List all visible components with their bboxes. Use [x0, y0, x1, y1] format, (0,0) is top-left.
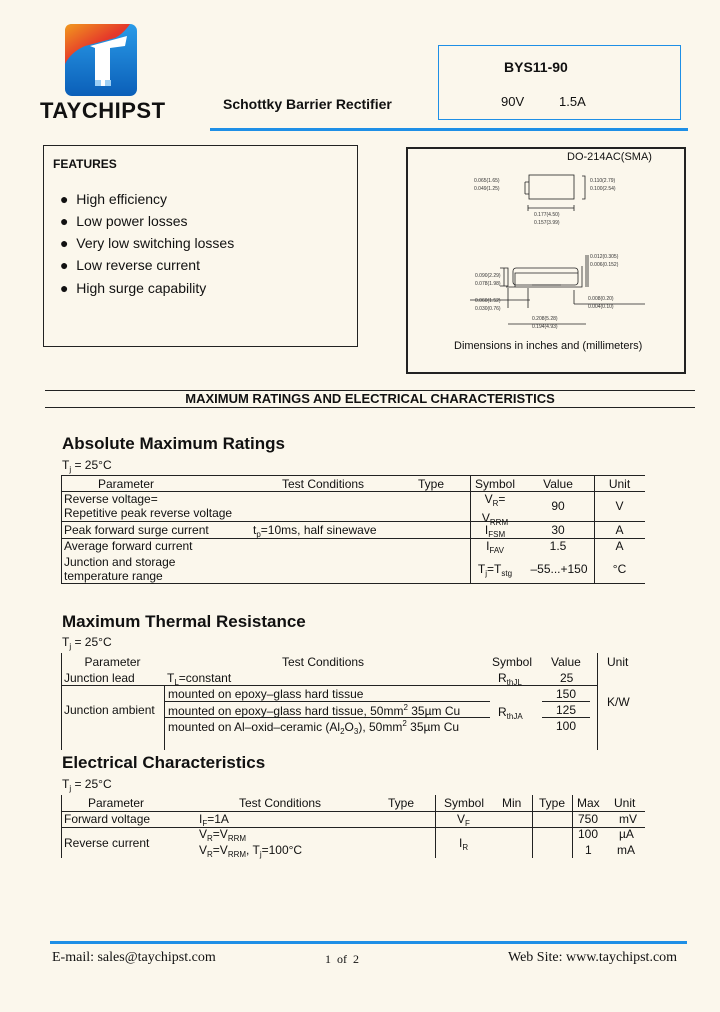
abs-rows-0-p2: Repetitive peak reverse voltage	[64, 506, 233, 520]
package-dims-4: 0.177(4.50)	[534, 212, 560, 218]
thermal-ambient-sym-sub: thJA	[506, 712, 523, 721]
text	[470, 562, 520, 578]
current-rating: 1.5A	[559, 94, 586, 109]
elec-cond-sub: j	[69, 784, 72, 793]
abs-rows-0-sym2: V	[481, 511, 490, 525]
elec-cond: T	[62, 777, 70, 791]
package-dims-10: 0.060(1.52)	[475, 298, 501, 304]
thermal-headers-1: Test Conditions	[282, 655, 365, 669]
text	[95, 80, 101, 86]
abs-rows-2-sym: I	[486, 539, 490, 553]
abs-headers-2: Type	[418, 477, 445, 491]
abs-rows-1-sym-sub: FSM	[488, 530, 506, 539]
abs-headers-0: Parameter	[97, 477, 155, 491]
thermal-headers-3: Value	[551, 655, 581, 669]
voltage-rating: 90V	[501, 94, 525, 109]
table-line	[61, 521, 645, 522]
package-dims-0: 0.065(1.65)	[474, 178, 500, 184]
thermal-cond-rest: = 25°C	[71, 635, 112, 649]
elec-headers-6: Max	[577, 796, 600, 810]
features-title: FEATURES	[53, 157, 117, 171]
thermal-lead-sym: R	[498, 671, 507, 685]
elec-fwd-max: 750	[578, 812, 599, 826]
thermal-ambient-sym: R	[498, 705, 507, 719]
table-line	[61, 583, 645, 584]
text	[498, 705, 523, 721]
text	[513, 268, 578, 285]
abs-headers-1: Test Conditions	[282, 477, 365, 491]
logo-text: TAYCHIPST	[40, 98, 166, 123]
text	[498, 671, 522, 687]
text	[105, 80, 111, 86]
package-dims-12: 0.008(0.20)	[588, 296, 614, 302]
abs-rows-1-cond-rest: =10ms, half sinewave	[260, 523, 377, 537]
logo	[65, 24, 137, 96]
part-number: BYS11-90	[504, 59, 568, 75]
footer-website[interactable]: Web Site: www.taychipst.com	[508, 950, 678, 965]
text	[457, 812, 470, 828]
electrical-title: Electrical Characteristics	[62, 753, 266, 772]
features-items-0: High efficiency	[76, 191, 168, 207]
elec-headers-5: Type	[539, 796, 566, 810]
thermal-cond-sub: j	[69, 642, 72, 651]
text	[525, 182, 529, 194]
thermal-ambient-unit: K/W	[607, 695, 630, 709]
elec-rev-unit2: mA	[617, 843, 635, 857]
abs-cond-sub: j	[69, 465, 72, 474]
thermal-lead-sym-sub: thJL	[506, 678, 522, 687]
thermal-headers-2: Symbol	[492, 655, 533, 669]
feature-item	[60, 191, 167, 207]
table-line	[572, 795, 573, 858]
text	[500, 268, 508, 286]
text	[582, 176, 585, 199]
feature-item	[60, 280, 206, 296]
abs-rows-2-sym-sub: FAV	[489, 546, 504, 555]
elec-rev-sym: I	[459, 836, 463, 850]
thermal-ambient-rows-2-sub2: 3	[353, 727, 359, 736]
table-row: Forward voltage	[64, 812, 151, 826]
elec-rev-c2s: R	[207, 850, 213, 859]
abs-rows-3-sym: T	[477, 562, 486, 576]
elec-fwd-cond-sub: F	[202, 819, 208, 828]
abs-rows-0-p1: Reverse voltage=	[64, 492, 158, 506]
elec-rev-c1: V	[199, 827, 208, 841]
elec-headers-2: Type	[388, 796, 415, 810]
abs-rows-0-sym-rest: =	[498, 492, 506, 506]
thermal-ambient-rows-0-value: 150	[556, 687, 577, 701]
abs-cond: T	[62, 458, 70, 472]
elec-rev-sym-sub: R	[462, 843, 469, 852]
elec-rev-max1: 100	[578, 827, 599, 841]
elec-fwd-sym-sub: F	[465, 819, 470, 828]
footer-rule	[50, 941, 687, 944]
abs-rows-3-sym-sub2: stg	[501, 569, 513, 578]
abs-rows-3-p1: Junction and storage	[64, 555, 176, 569]
text	[470, 539, 520, 555]
text	[529, 175, 574, 199]
package-dims-7: 0.006(0.152)	[590, 262, 619, 268]
abs-rows-2-value: 1.5	[549, 539, 567, 553]
table-row: Peak forward surge current	[64, 523, 209, 537]
logo-icon	[65, 24, 137, 96]
abs-rows-1-sym: I	[484, 523, 489, 537]
elec-rev-c1r: =V	[212, 827, 228, 841]
text	[199, 812, 229, 828]
text	[528, 205, 574, 211]
package-dims-2: 0.110(2.79)	[590, 178, 616, 184]
abs-rows-0-sym: V	[484, 492, 493, 506]
elec-headers-7: Unit	[614, 796, 636, 810]
thermal-ambient-rows-1-rest: 35µm Cu	[407, 704, 461, 718]
abs-rows-1-value: 30	[551, 523, 565, 537]
elec-headers-3: Symbol	[444, 796, 485, 810]
features-items-3: Low reverse current	[76, 257, 200, 273]
elec-rev-c2r2: , T	[246, 843, 260, 857]
table-line	[542, 717, 590, 718]
abs-rows-1-cond: t	[253, 523, 257, 537]
features-items-2: Very low switching losses	[76, 235, 235, 251]
thermal-ambient-rows-2-rest: ), 50mm	[358, 720, 403, 734]
thermal-ambient-rows-2-sub1: 2	[340, 727, 345, 736]
thermal-lead-cond-sub: L	[174, 678, 179, 687]
thermal-ambient-rows-2-mid: O	[344, 720, 354, 734]
package-dims-8: 0.090(2.29)	[475, 273, 501, 279]
abs-rows-3-sym-rest: =T	[487, 562, 502, 576]
package-dims-3: 0.100(2.54)	[590, 186, 616, 192]
text	[199, 827, 246, 843]
thermal-headers-4: Unit	[607, 655, 629, 669]
text	[167, 671, 231, 687]
package-dims-15: 0.194(4.93)	[532, 324, 558, 330]
elec-rev-c2s2: RRM	[227, 850, 247, 859]
thermal-lead-value: 25	[560, 671, 574, 685]
abs-rows-1-cond-sub: p	[256, 530, 261, 539]
abs-cond-rest: = 25°C	[71, 458, 112, 472]
abs-rows-0-sym2-sub: RRM	[489, 518, 509, 527]
table-row: Reverse current	[64, 836, 150, 850]
thermal-ambient-rows-1-value: 125	[556, 703, 577, 717]
elec-rev-c2: V	[199, 843, 208, 857]
elec-fwd-cond-rest: =1A	[207, 812, 229, 826]
text	[470, 523, 520, 539]
thermal-cond: T	[62, 635, 70, 649]
table-line	[164, 701, 490, 702]
thermal-ambient-rows-1-cond: mounted on epoxy–glass hard tissue, 50mm	[168, 704, 404, 718]
thermal-ambient-rows-2-rest2: 35µm Cu	[406, 720, 460, 734]
abs-rows-0-value: 90	[551, 499, 565, 513]
abs-condition	[62, 458, 112, 474]
table-row	[64, 492, 232, 520]
elec-rev-c1s: R	[207, 834, 213, 843]
abs-rows-3-unit: °C	[612, 562, 627, 576]
elec-rev-c2s3: j	[259, 850, 262, 859]
elec-headers-4: Min	[502, 796, 522, 810]
thermal-ambient-param: Junction ambient	[64, 703, 155, 717]
package-dims-11: 0.030(0.76)	[475, 306, 501, 312]
bullet-icon: ●	[60, 213, 69, 229]
table-line	[61, 475, 62, 583]
thermal-ambient-rows-0-cond: mounted on epoxy–glass hard tissue	[168, 687, 364, 701]
table-line	[435, 795, 436, 858]
thermal-ambient-rows-2-cond: mounted on Al–oxid–ceramic (Al	[168, 720, 341, 734]
feature-item	[60, 235, 234, 251]
bullet-icon: ●	[60, 191, 69, 207]
package-dims-9: 0.078(1.98)	[475, 281, 501, 287]
abs-headers-3: Symbol	[474, 477, 515, 491]
page-number: 1 of 2	[325, 952, 359, 966]
elec-fwd-sym: V	[457, 812, 466, 826]
table-line	[542, 701, 590, 702]
elec-condition	[62, 777, 112, 793]
features-items-4: High surge capability	[76, 280, 207, 296]
text	[586, 255, 588, 287]
package-dims-5: 0.157(3.99)	[534, 220, 560, 226]
abs-headers-4: Value	[543, 477, 573, 491]
elec-cond-rest: = 25°C	[71, 777, 112, 791]
header-rule	[210, 128, 688, 131]
elec-rev-c2r: =V	[212, 843, 228, 857]
elec-rev-c1s2: RRM	[227, 834, 247, 843]
bullet-icon: ●	[60, 257, 69, 273]
abs-rows-0-sym-sub: R	[492, 499, 499, 508]
text	[168, 719, 459, 736]
package-dims-14: 0.208(5.28)	[532, 316, 558, 322]
elec-fwd-cond: I	[199, 812, 203, 826]
footer-email[interactable]: E-mail: sales@taychipst.com	[52, 950, 216, 965]
package-caption: Dimensions in inches and (millimeters)	[454, 340, 643, 352]
text	[459, 836, 468, 852]
elec-headers-1: Test Conditions	[239, 796, 322, 810]
table-row: Average forward current	[64, 539, 193, 553]
bullet-icon: ●	[60, 235, 69, 251]
abs-headers-5: Unit	[608, 477, 631, 491]
feature-item	[60, 213, 188, 229]
abs-rows-3-sym-sub: j	[485, 569, 488, 578]
abs-max-title: Absolute Maximum Ratings	[62, 434, 285, 453]
thermal-title: Maximum Thermal Resistance	[62, 612, 306, 631]
thermal-lead-param: Junction lead	[64, 671, 135, 685]
package-dims-1: 0.049(1.25)	[474, 186, 500, 192]
thermal-ambient-rows-2-sup: 2	[402, 719, 407, 728]
features-items-1: Low power losses	[76, 213, 188, 229]
bullet-icon: ●	[60, 280, 69, 296]
text	[253, 523, 377, 539]
abs-rows-1-unit: A	[615, 523, 624, 537]
thermal-lead-cond-rest: =constant	[178, 671, 232, 685]
abs-rows-2-unit: A	[615, 539, 624, 553]
table-line	[61, 827, 645, 828]
elec-rev-unit1: µA	[619, 827, 634, 841]
elec-fwd-unit: mV	[619, 812, 637, 826]
package-name: DO-214AC(SMA)	[567, 151, 652, 163]
text	[506, 266, 582, 287]
section-title: MAXIMUM RATINGS AND ELECTRICAL CHARACTERISTICS	[185, 391, 555, 406]
elec-headers-0: Parameter	[87, 796, 145, 810]
elec-rev-max2: 1	[585, 843, 592, 857]
thermal-ambient-rows-2-value: 100	[556, 719, 577, 733]
thermal-lead-cond: T	[167, 671, 175, 685]
table-line	[597, 653, 598, 750]
elec-rev-c2r3: =100°C	[261, 843, 303, 857]
text	[199, 843, 302, 859]
abs-rows-3-value: –55...+150	[530, 562, 588, 576]
package-dims-13: 0.004(0.10)	[588, 304, 614, 310]
thermal-headers-0: Parameter	[84, 655, 141, 669]
subtitle: Schottky Barrier Rectifier	[223, 96, 392, 112]
abs-rows-0-unit: V	[615, 499, 624, 513]
package-dims-6: 0.012(0.305)	[590, 254, 619, 260]
abs-rows-3-p2: temperature range	[64, 569, 163, 583]
divider	[45, 407, 695, 408]
text	[168, 703, 460, 718]
feature-item	[60, 257, 200, 273]
table-row	[64, 555, 175, 583]
table-line	[61, 475, 645, 476]
header-rule-thin	[438, 119, 680, 120]
table-line	[532, 795, 533, 858]
thermal-condition	[62, 635, 112, 651]
thermal-ambient-rows-1-sup: 2	[403, 703, 408, 712]
